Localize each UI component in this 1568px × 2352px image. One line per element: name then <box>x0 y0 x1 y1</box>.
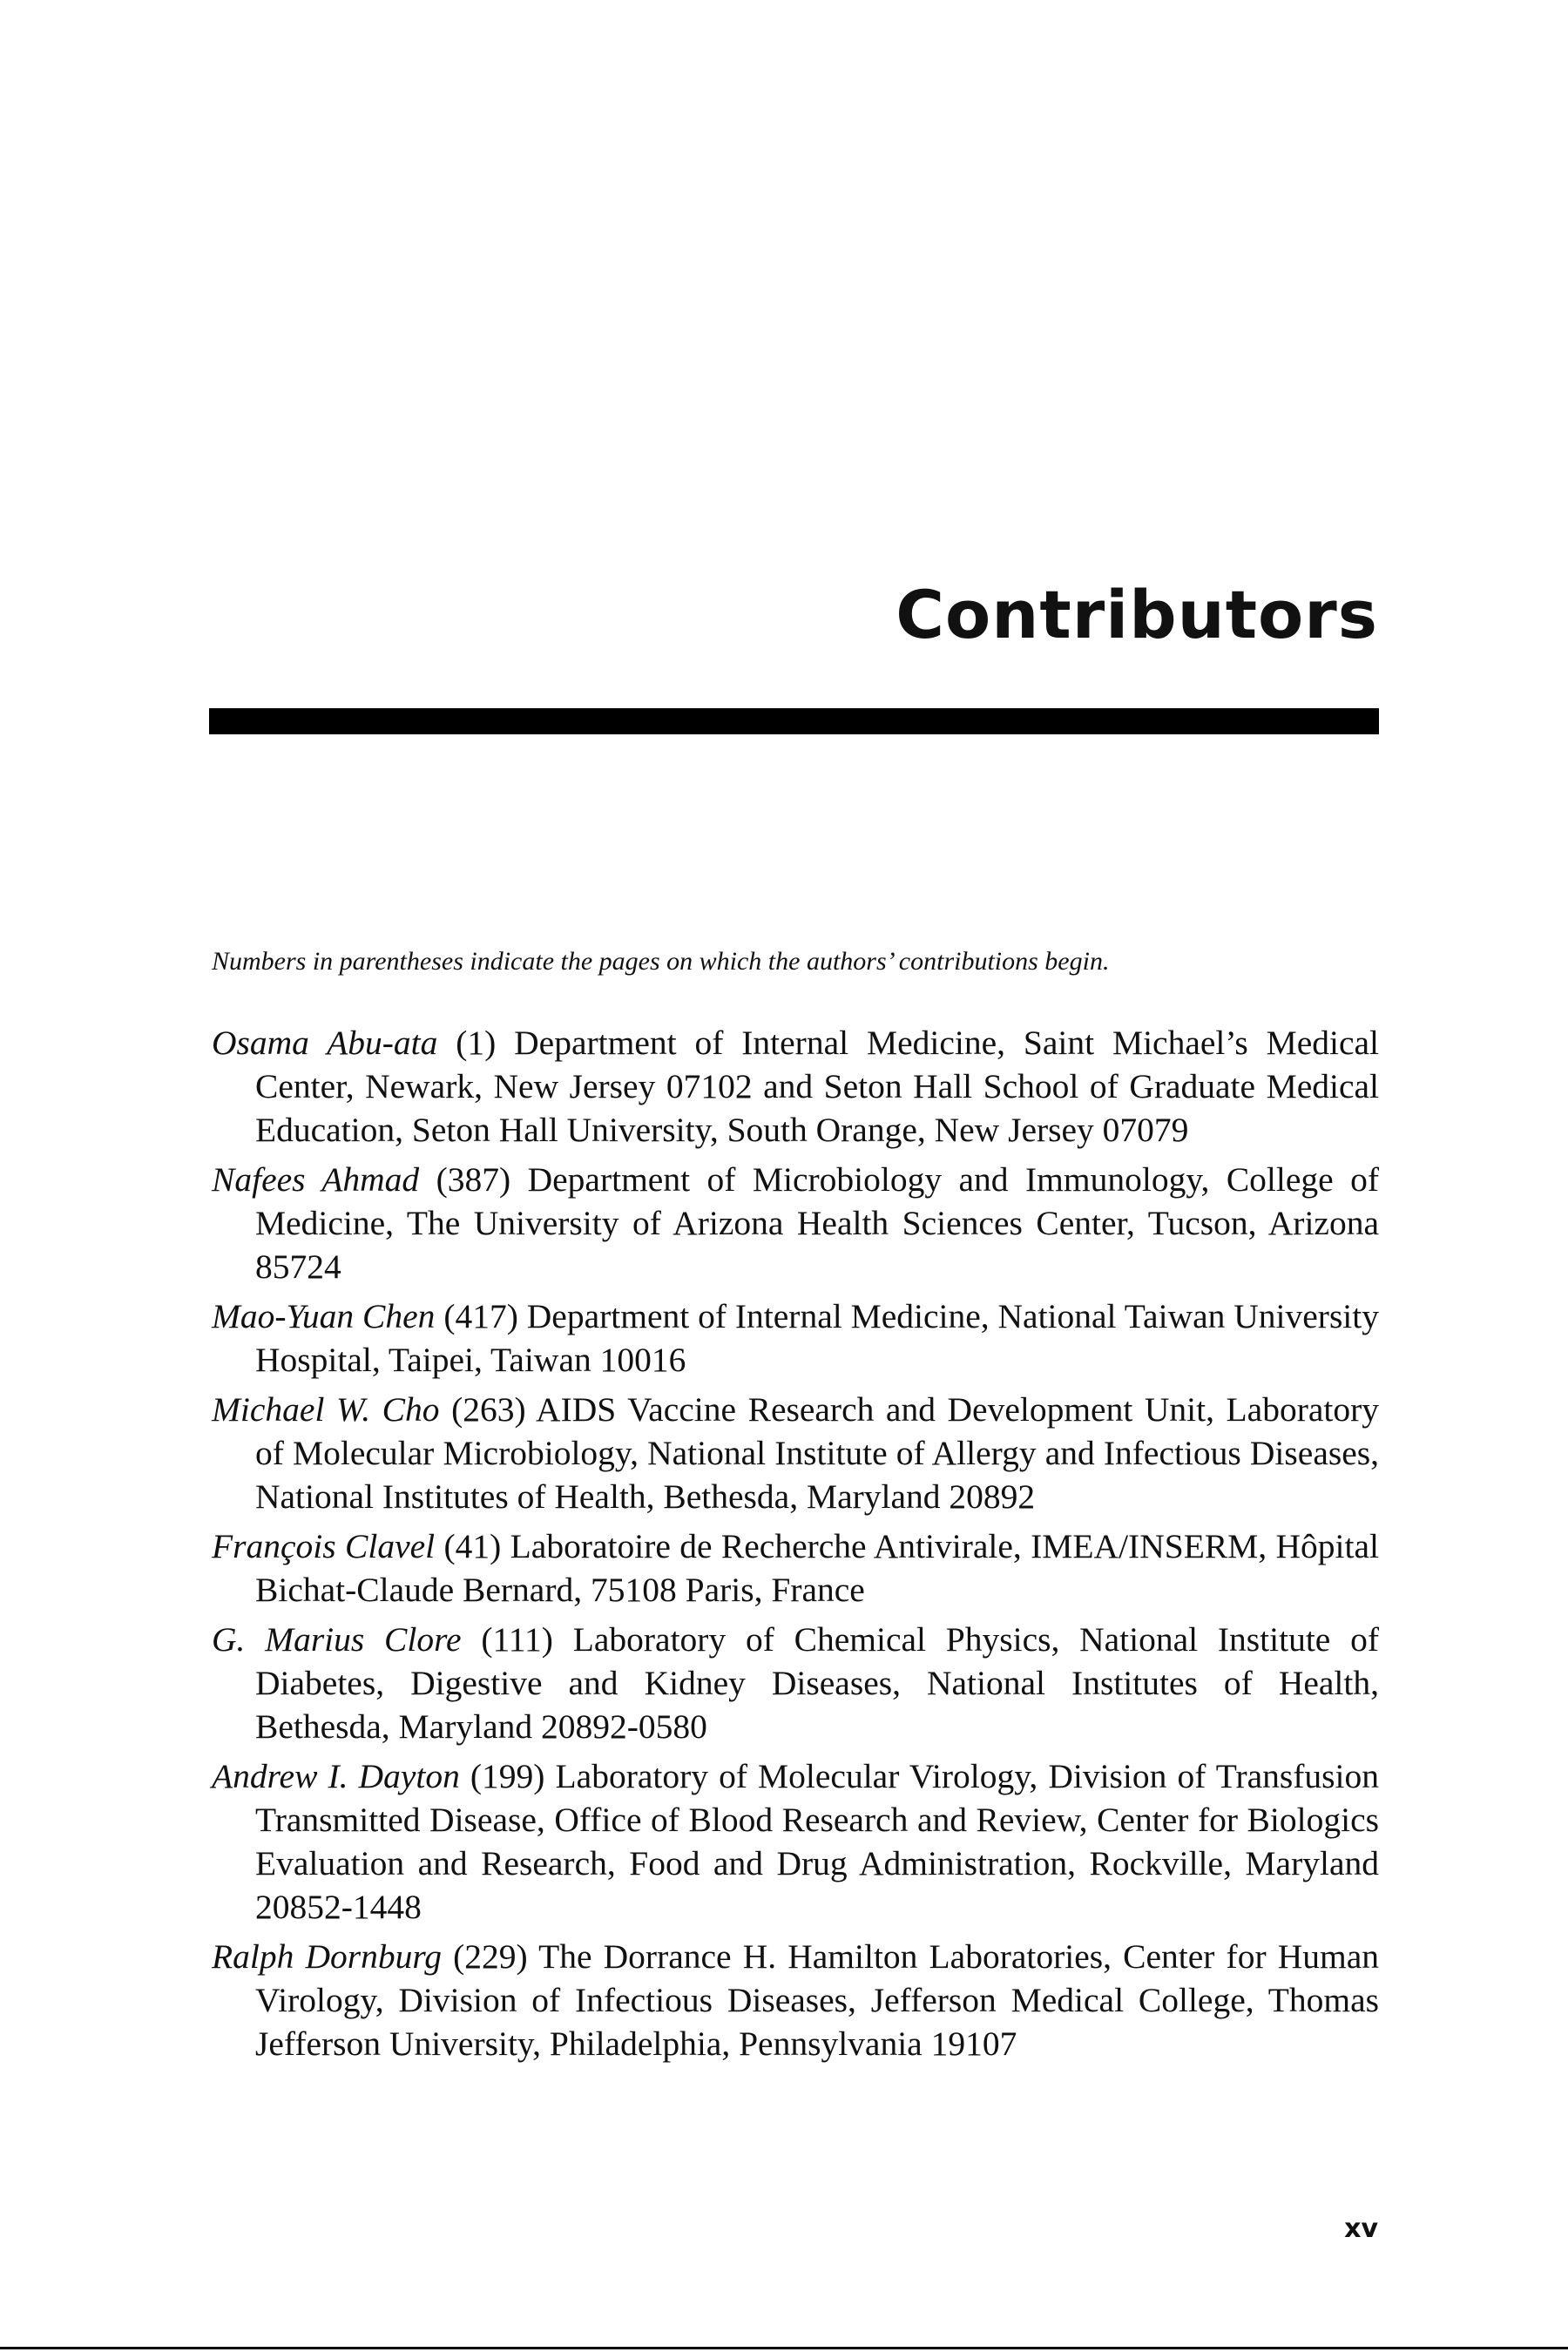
contributor-name: Mao-Yuan Chen <box>212 1297 436 1335</box>
contributor-affiliation: AIDS Vaccine Research and Development Unit, Laboratory of Molecular Microbiology, National Institute of Allergy and Infectious Diseases, National Institutes of Health, Bethesda, Maryland 20892 <box>255 1390 1380 1516</box>
contributor-entry <box>212 1158 1379 1288</box>
contributions-note: Numbers in parentheses indicate the pages on which the authors’ contributions begin. <box>212 947 1110 976</box>
contributor-name: Ralph Dornburg <box>212 1937 443 1976</box>
contributor-page: (417) <box>443 1297 518 1335</box>
contributor-entry <box>212 1618 1379 1748</box>
contributor-name: Andrew I. Dayton <box>212 1757 460 1795</box>
page-number: xv <box>1344 2213 1378 2244</box>
contributor-name: Michael W. Cho <box>212 1390 440 1429</box>
contributor-entry <box>212 1754 1379 1929</box>
contributor-page: (387) <box>436 1160 511 1199</box>
contributor-affiliation: Department of Microbiology and Immunology, College of Medicine, The University of Arizona Health Sciences Center, Tucson, Arizona 85724 <box>255 1160 1380 1286</box>
page-edge-line <box>0 2347 1568 2349</box>
contributor-affiliation: Laboratory of Molecular Virology, Division of Transfusion Transmitted Disease, Office of Blood Research and Review, Center for Biologics Evaluation and Research, Food and Drug Administration, Rockville, Maryland 20852-1448 <box>255 1757 1379 1926</box>
contributor-name: François Clavel <box>212 1527 436 1565</box>
contributor-affiliation: Laboratoire de Recherche Antivirale, IMEA/INSERM, Hôpital Bichat-Claude Bernard, 75108 Paris, France <box>255 1527 1380 1609</box>
contributor-page: (1) <box>456 1024 497 1062</box>
contributor-page: (263) <box>451 1390 526 1429</box>
contributor-page: (229) <box>453 1937 528 1976</box>
contributor-name: Osama Abu-ata <box>212 1024 438 1062</box>
contributor-affiliation: Laboratory of Chemical Physics, National Institute of Diabetes, Digestive and Kidney Diseases, National Institutes of Health, Bethesda, Maryland 20892-0580 <box>255 1620 1380 1746</box>
contributor-page: (41) <box>443 1527 502 1565</box>
contributor-entry <box>212 1021 1379 1152</box>
page-title: Contributors <box>896 576 1378 653</box>
contributor-name: G. Marius Clore <box>212 1620 462 1659</box>
contributor-name: Nafees Ahmad <box>212 1160 420 1199</box>
contributor-entry <box>212 1294 1379 1382</box>
contributor-affiliation: Department of Internal Medicine, National Taiwan University Hospital, Taipei, Taiwan 10016 <box>255 1297 1380 1379</box>
contributor-page: (199) <box>470 1757 545 1795</box>
contributor-affiliation: Department of Internal Medicine, Saint Michael’s Medical Center, Newark, New Jersey 07102 and Seton Hall School of Graduate Medical Education, Seton Hall University, South Orange, New Jersey 07079 <box>255 1024 1379 1149</box>
contributor-entry <box>212 1935 1379 2065</box>
contributor-entry <box>212 1388 1379 1518</box>
title-rule <box>209 708 1379 734</box>
contributor-list <box>212 1021 1379 2072</box>
contributor-entry <box>212 1524 1379 1612</box>
contributor-affiliation: The Dorrance H. Hamilton Laboratories, Center for Human Virology, Division of Infectious Diseases, Jefferson Medical College, Thomas Jefferson University, Philadelphia, Pennsylvania 19107 <box>255 1937 1379 2063</box>
contributor-page: (111) <box>481 1620 553 1659</box>
